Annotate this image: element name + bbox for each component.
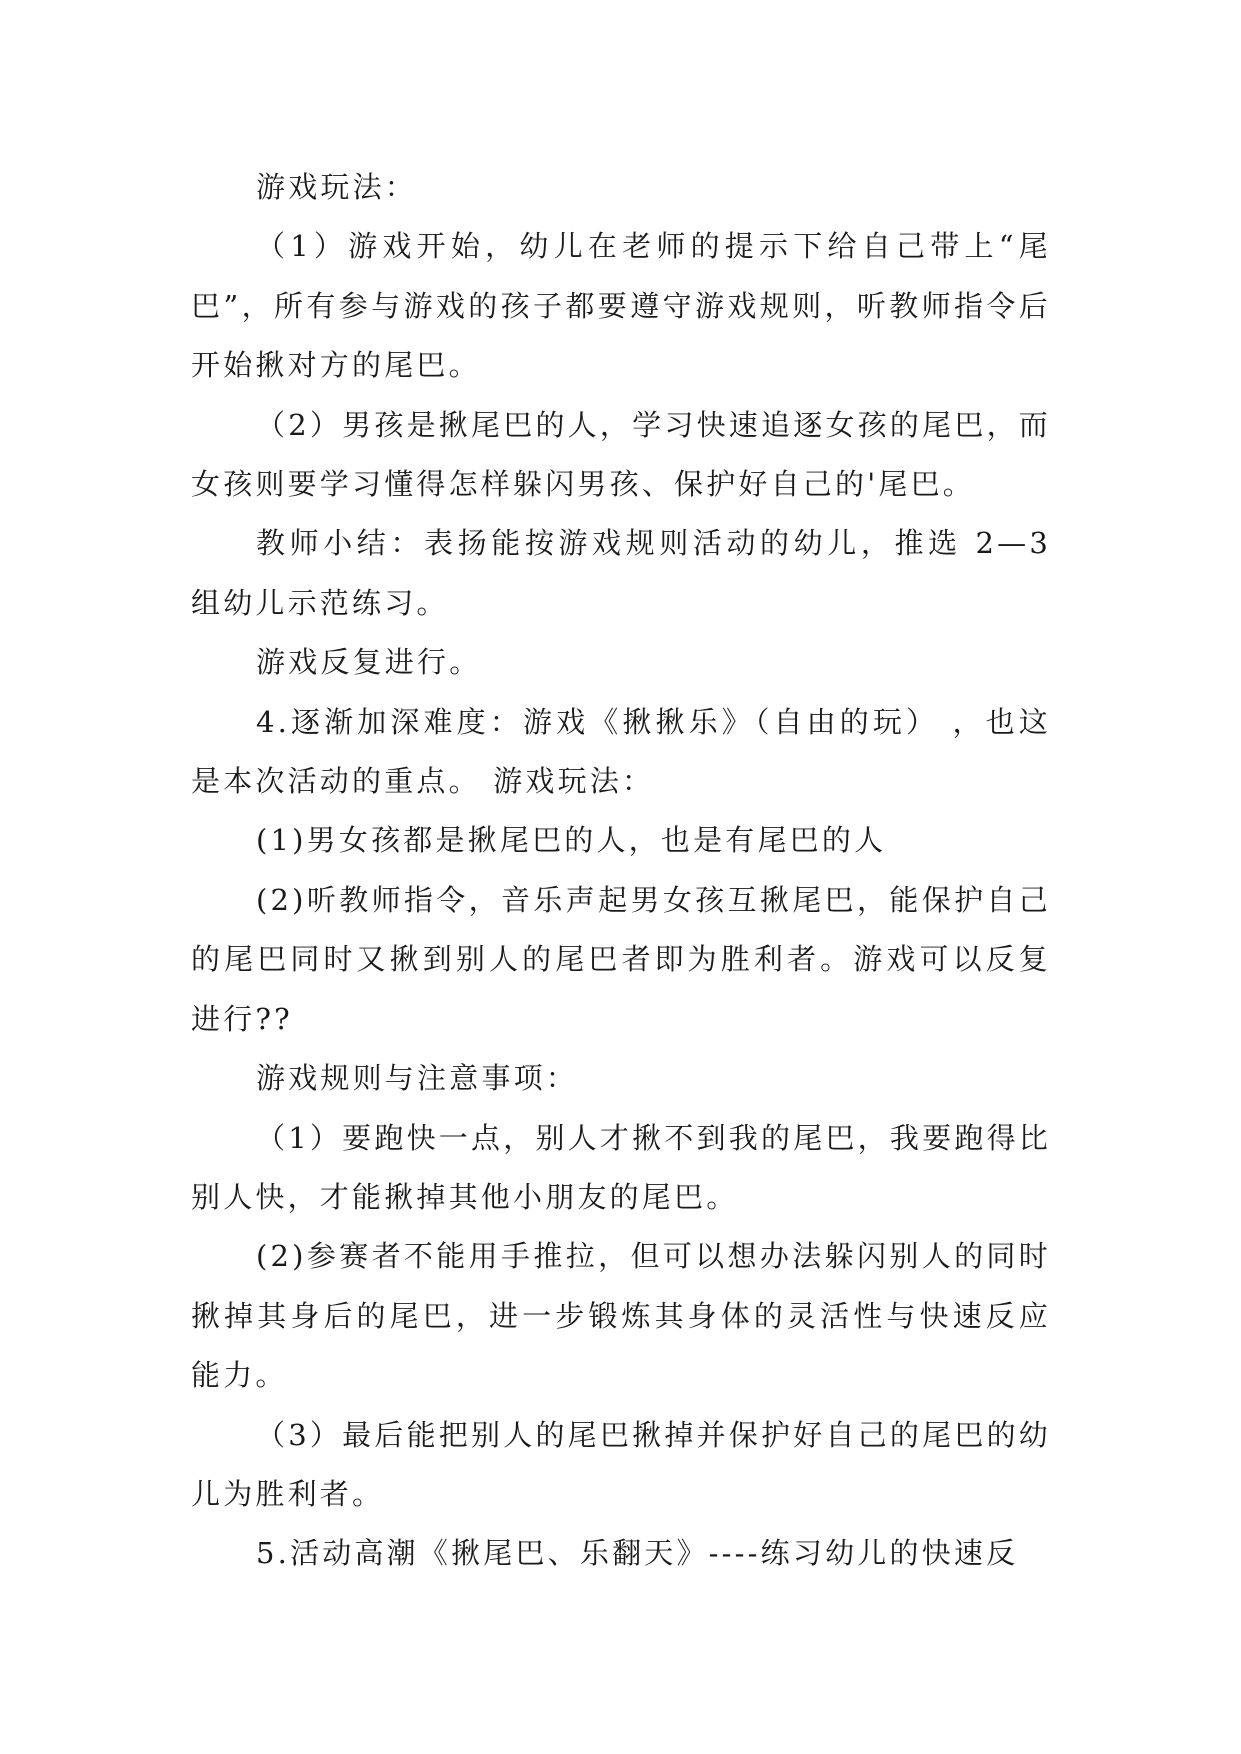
paragraph-rule-2: （2）男孩是揪尾巴的人，学习快速追逐女孩的尾巴，而女孩则要学习懂得怎样躲闪男孩、保护好自己的'尾巴。 bbox=[191, 407, 1051, 502]
paragraph-heading-game-rules: 游戏玩法： bbox=[256, 170, 418, 204]
paragraph-note-2: (2)参赛者不能用手推拉，但可以想办法躲闪别人的同时揪掉其身后的尾巴，进一步锻炼其身体的灵活性与快速反应能力。 bbox=[191, 1239, 1051, 1393]
paragraph-rule-1: （1）游戏开始，幼儿在老师的提示下给自己带上“尾巴”，所有参与游戏的孩子都要遵守游戏规则，听教师指令后开始揪对方的尾巴。 bbox=[191, 229, 1051, 383]
paragraph-note-3: （3）最后能把别人的尾巴揪掉并保护好自己的尾巴的幼儿为胜利者。 bbox=[191, 1417, 1051, 1511]
paragraph-step-5: 5.活动高潮《揪尾巴、乐翻天》----练习幼儿的快速反 bbox=[256, 1536, 1019, 1571]
paragraph-step-4: 4.逐渐加深难度：游戏《揪揪乐》（自由的玩） ，也这是本次活动的重点。 游戏玩法： bbox=[191, 704, 1051, 799]
document-body bbox=[191, 158, 1051, 1584]
paragraph-step-4-rule-2: (2)听教师指令，音乐声起男女孩互揪尾巴，能保护自己的尾巴同时又揪到别人的尾巴者即为胜利者。游戏可以反复进行?? bbox=[191, 882, 1051, 1036]
paragraph-note-1: （1）要跑快一点，别人才揪不到我的尾巴，我要跑得比别人快，才能揪掉其他小朋友的尾巴。 bbox=[191, 1120, 1051, 1214]
paragraph-step-4-rule-1: (1)男女孩都是揪尾巴的人，也是有尾巴的人 bbox=[256, 823, 887, 858]
paragraph-heading-rules-notes: 游戏规则与注意事项： bbox=[256, 1061, 579, 1096]
paragraph-repeat-game: 游戏反复进行。 bbox=[256, 645, 482, 680]
paragraph-teacher-summary: 教师小结：表扬能按游戏规则活动的幼儿，推选 2—3组幼儿示范练习。 bbox=[191, 526, 1051, 620]
